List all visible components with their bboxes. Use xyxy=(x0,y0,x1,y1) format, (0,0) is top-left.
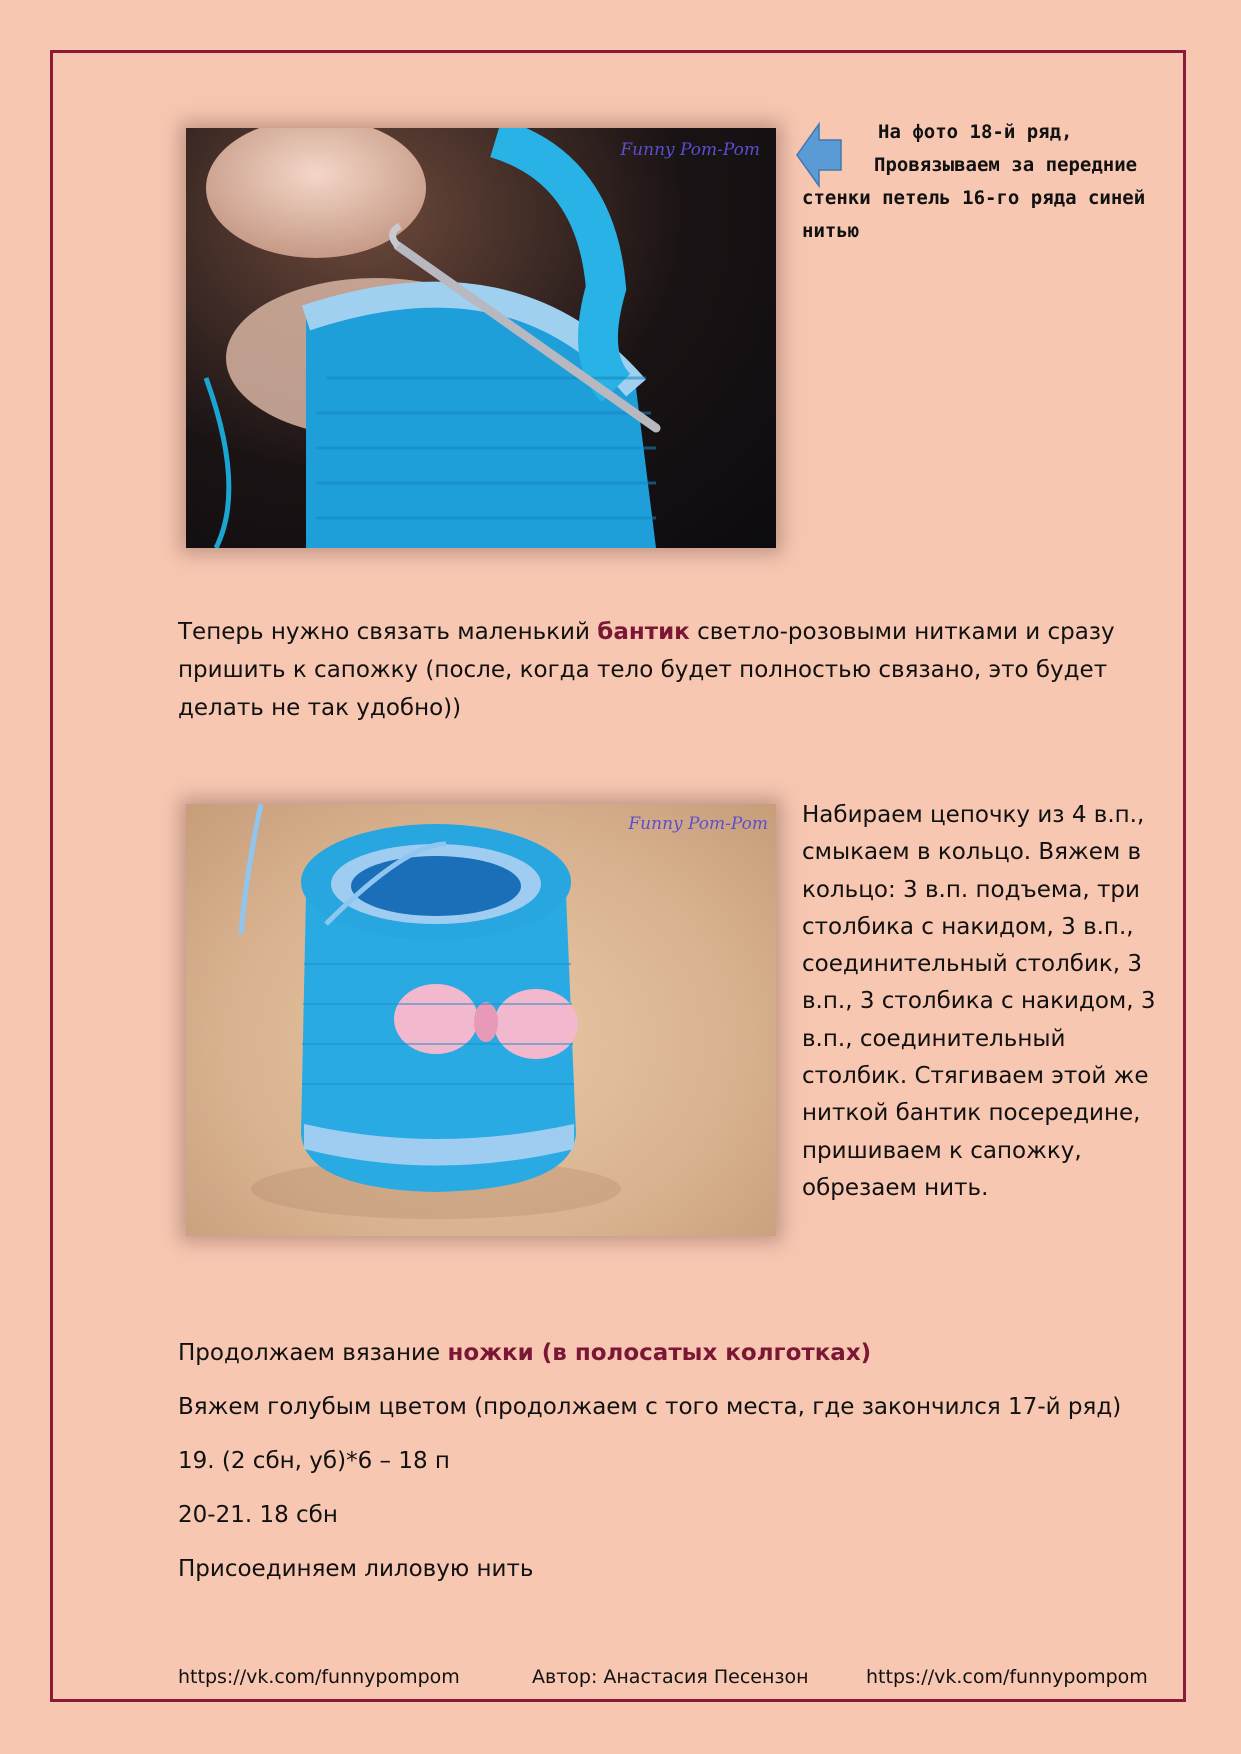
boot-illustration xyxy=(186,804,776,1236)
photo-row-18 xyxy=(186,128,776,548)
footer-link-left[interactable]: https://vk.com/funnypompom xyxy=(178,1666,460,1688)
instruction-line: Присоединяем лиловую нить xyxy=(178,1556,534,1582)
photo-caption xyxy=(802,116,1157,248)
photo-watermark: Funny Pom-Pom xyxy=(620,140,760,160)
instruction-line: 19. (2 сбн, уб)*6 – 18 п xyxy=(178,1448,450,1474)
footer-link-right[interactable]: https://vk.com/funnypompom xyxy=(866,1666,1148,1688)
caption-row-note: На фото 18-й ряд, xyxy=(878,121,1073,143)
photo-boot-with-bow xyxy=(186,804,776,1236)
text-segment: Теперь нужно связать маленький xyxy=(178,619,598,645)
footer-author: Автор: Анастасия Песензон xyxy=(532,1666,809,1688)
highlight-leg: ножки (в полосатых колготках) xyxy=(447,1340,872,1366)
section-heading xyxy=(178,1334,1138,1388)
instruction-line: 20-21. 18 сбн xyxy=(178,1502,338,1528)
crochet-hook-illustration xyxy=(186,128,776,548)
bow-intro-paragraph xyxy=(178,613,1118,727)
leg-section xyxy=(178,1334,1138,1604)
caption-instruction: Провязываем за передние стенки петель 16-го ряда синей нитью xyxy=(802,154,1146,242)
text-segment: светло-розовыми нитками и сразу пришить к сапожку (после, когда тело будет полностью связано, это будет делать не так удобно)) xyxy=(178,619,1115,721)
bow-instructions: Набираем цепочку из 4 в.п., смыкаем в кольцо. Вяжем в кольцо: 3 в.п. подъема, три столбика с накидом, 3 в.п., соединительный столбик, 3 в.п., 3 столбика с накидом, 3 в.п., соединительный столбик. Стягиваем этой же ниткой бантик посередине, пришиваем к сапожку, обрезаем нить. xyxy=(802,802,1156,1201)
photo-watermark: Funny Pom-Pom xyxy=(628,814,768,834)
highlight-bow: бантик xyxy=(597,619,690,645)
text-segment: Продолжаем вязание xyxy=(178,1340,448,1366)
instruction-line: Вяжем голубым цветом (продолжаем с того места, где закончился 17-й ряд) xyxy=(178,1394,1122,1420)
